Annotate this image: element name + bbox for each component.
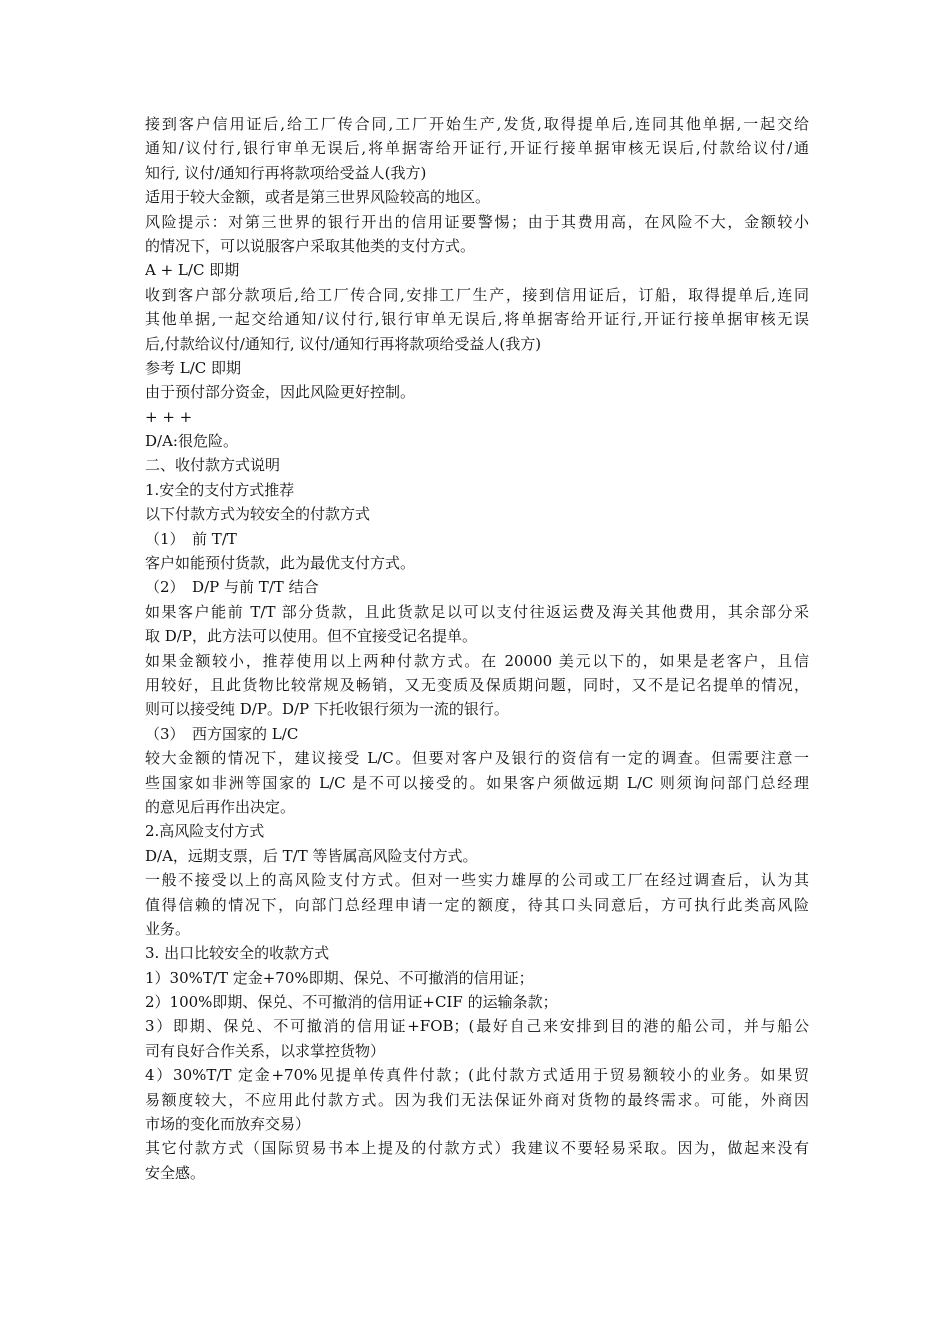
text-line: 4）30%T/T 定金+70%见提单传真件付款；(此付款方式适用于贸易额较小的业务。如果贸 [145, 1066, 809, 1085]
text-line: 3. 出口比较安全的收款方式 [145, 944, 330, 963]
text-line: 接到客户信用证后,给工厂传合同,工厂开始生产,发货,取得提单后,连同其他单据,一起交给 [145, 115, 809, 133]
text-line: 业务。 [145, 919, 191, 938]
text-line: 客户如能预付货款，此为最优支付方式。 [145, 554, 416, 573]
text-line: 1）30%T/T 定金+70%即期、保兑、不可撤消的信用证； [145, 968, 534, 987]
text-line: 的意见后再作出决定。 [145, 797, 296, 816]
text-line: 市场的变化而放弃交易） [145, 1115, 311, 1134]
text-line: 1.安全的支付方式推荐 [145, 480, 295, 499]
text-line: 二、收付款方式说明 [145, 456, 281, 475]
text-line: 些国家如非洲等国家的 L/C 是不可以接受的。如果客户须做远期 L/C 则须询问部门总经理 [145, 773, 809, 792]
text-line: 的情况下，可以说服客户采取其他类的支付方式。 [145, 236, 476, 255]
text-line: 通知/议付行,银行审单无误后,将单据寄给开证行,开证行接单据审核无误后,付款给议付/通 [145, 139, 809, 158]
text-line: + + + [145, 407, 193, 426]
text-line: D/A，远期支票，后 T/T 等皆属高风险支付方式。 [145, 846, 478, 865]
text-line: 易额度较大，不应用此付款方式。因为我们无法保证外商对货物的最终需求。可能，外商因 [145, 1090, 809, 1109]
text-line: 则可以接受纯 D/P。D/P 下托收银行须为一流的银行。 [145, 700, 509, 719]
text-line: 参考 L/C 即期 [145, 358, 242, 377]
text-line: 风险提示：对第三世界的银行开出的信用证要警惕；由于其费用高，在风险不大，金额较小 [145, 212, 809, 231]
text-line: 由于预付部分资金，因此风险更好控制。 [145, 383, 416, 402]
text-line: 2.高风险支付方式 [145, 822, 265, 841]
text-line: 后,付款给议付/通知行, 议付/通知行再将款项给受益人(我方) [145, 334, 542, 353]
text-line: 如果客户能前 T/T 部分货款，且此货款足以可以支付往返运费及海关其他费用，其余部分采 [145, 602, 809, 621]
text-line: 如果金额较小，推荐使用以上两种付款方式。在 20000 美元以下的，如果是老客户，且信 [145, 651, 809, 670]
text-line: D/A:很危险。 [145, 432, 238, 451]
text-line: A + L/C 即期 [145, 261, 240, 280]
text-line: 取 D/P，此方法可以使用。但不宜接受记名提单。 [145, 627, 477, 646]
text-line: 知行, 议付/通知行再将款项给受益人(我方) [145, 163, 427, 182]
text-line: 其他单据,一起交给通知/议付行,银行审单无误后,将单据寄给开证行,开证行接单据审核无误 [145, 310, 809, 329]
text-line: 司有良好合作关系，以求掌控货物） [145, 1041, 386, 1060]
text-line: 安全感。 [145, 1163, 206, 1182]
text-line: 收到客户部分款项后,给工厂传合同,安排工厂生产，接到信用证后，订船，取得提单后,连同 [145, 285, 809, 304]
text-line: 3）即期、保兑、不可撤消的信用证+FOB；(最好自己来安排到目的港的船公司，并与船公 [145, 1017, 809, 1036]
text-line: 用较好，且此货物比较常规及畅销，又无变质及保质期问题，同时，又不是记名提单的情况， [145, 675, 809, 694]
text-line: （1） 前 T/T [145, 529, 237, 548]
text-line: 2）100%即期、保兑、不可撤消的信用证+CIF 的运输条款； [145, 993, 558, 1012]
text-line: （2） D/P 与前 T/T 结合 [145, 578, 319, 597]
text-line: （3） 西方国家的 L/C [145, 724, 299, 743]
text-line: 其它付款方式（国际贸易书本上提及的付款方式）我建议不要轻易采取。因为，做起来没有 [145, 1139, 809, 1158]
text-line: 较大金额的情况下，建议接受 L/C。但要对客户及银行的资信有一定的调查。但需要注意一 [145, 749, 809, 768]
text-line: 一般不接受以上的高风险支付方式。但对一些实力雄厚的公司或工厂在经过调查后，认为其 [145, 871, 809, 890]
text-line: 以下付款方式为较安全的付款方式 [145, 505, 371, 524]
text-line: 值得信赖的情况下，向部门总经理申请一定的额度，待其口头同意后，方可执行此类高风险 [145, 895, 809, 914]
text-line: 适用于较大金额，或者是第三世界风险较高的地区。 [145, 188, 491, 207]
document-body [145, 112, 809, 1185]
